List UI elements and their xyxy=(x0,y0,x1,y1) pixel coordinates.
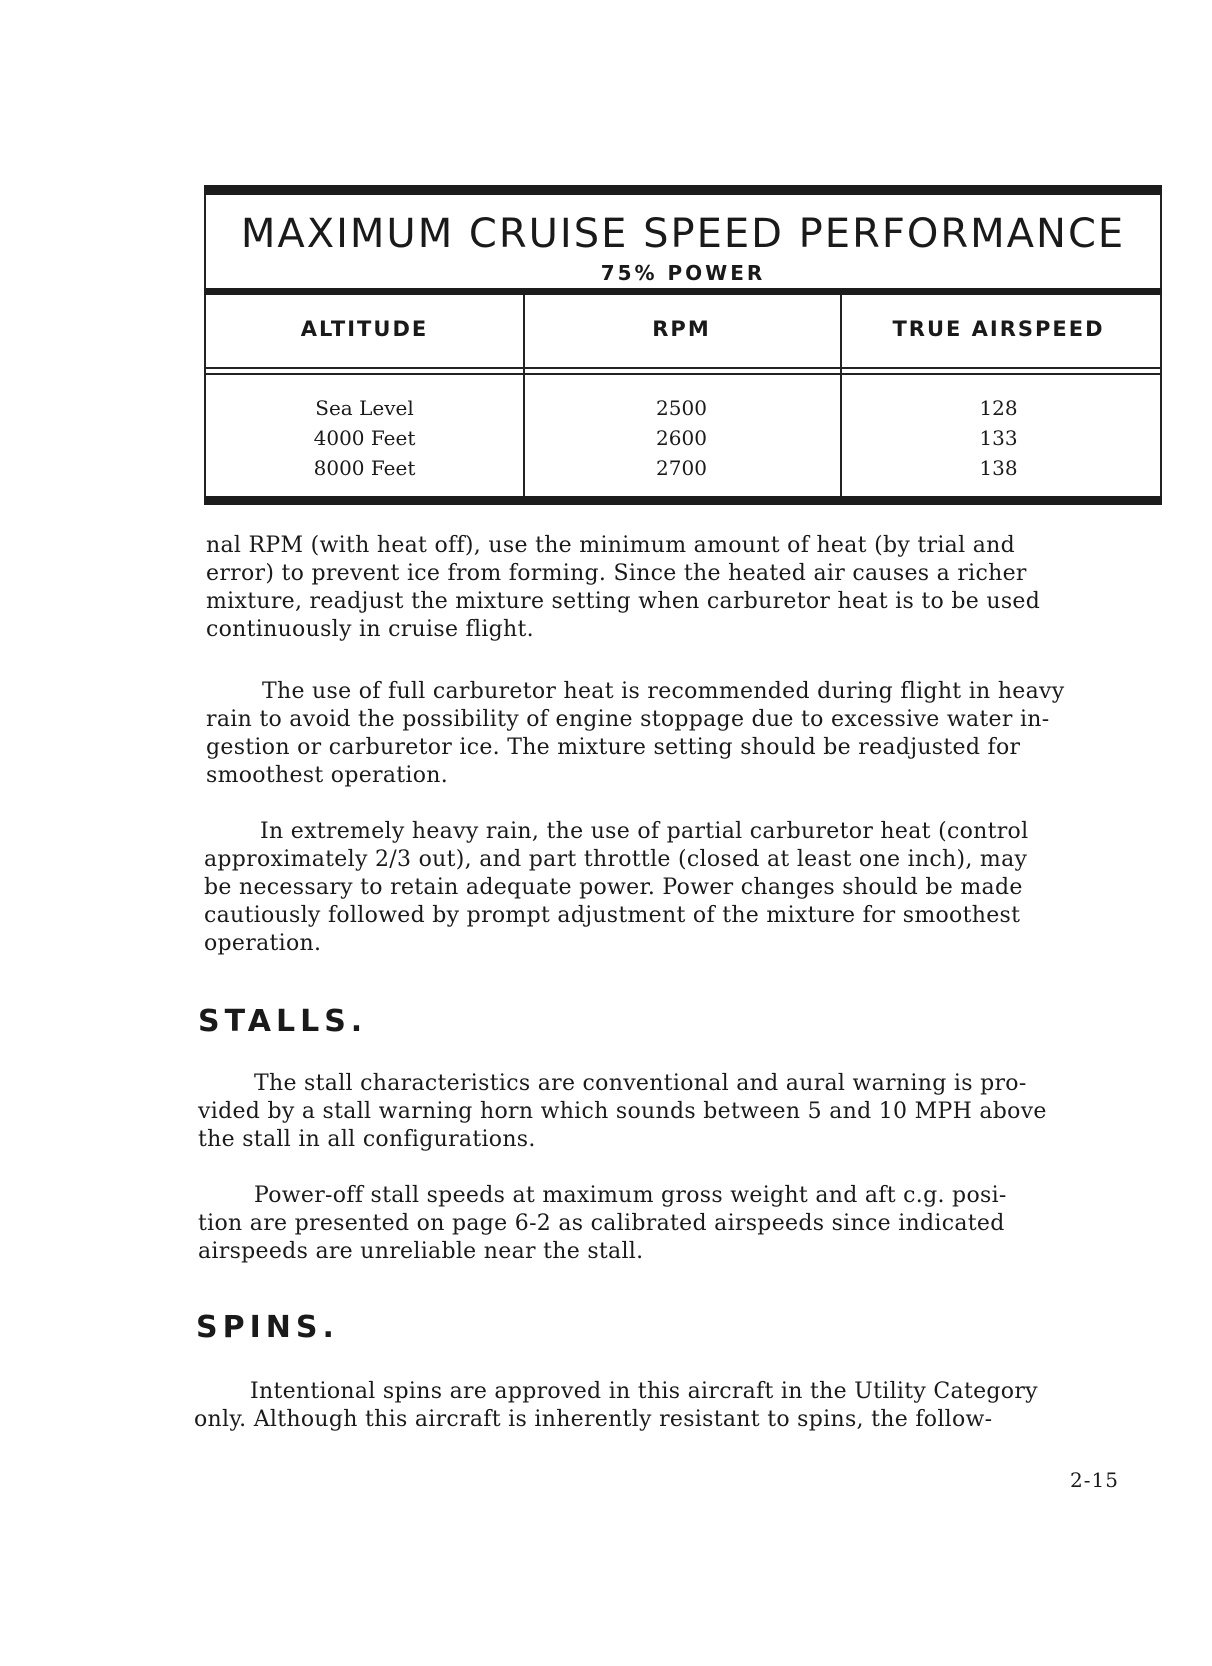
table-top-bar xyxy=(204,185,1162,195)
table-cell: 128 xyxy=(979,396,1018,420)
text-line: vided by a stall warning horn which sounds between 5 and 10 MPH above xyxy=(198,1099,1047,1124)
text-line: tion are presented on page 6-2 as calibrated airspeeds since indicated xyxy=(198,1211,1005,1236)
table-cell: Sea Level xyxy=(315,396,414,420)
text-line: the stall in all configurations. xyxy=(198,1127,536,1152)
text-line: smoothest operation. xyxy=(206,763,449,788)
text-line: mixture, readjust the mixture setting when carburetor heat is to be used xyxy=(206,589,1041,614)
spins-heading: SPINS. xyxy=(196,1310,339,1345)
table-subtitle: 75% POWER xyxy=(600,261,766,285)
header-altitude: ALTITUDE xyxy=(300,317,429,341)
table-cell: 2700 xyxy=(656,456,707,480)
text-line: cautiously followed by prompt adjustment of the mixture for smoothest xyxy=(204,903,1021,928)
paragraph-spins xyxy=(194,1378,1038,1434)
text-line: approximately 2/3 out), and part throttle (closed at least one inch), may xyxy=(204,847,1028,872)
table-cell: 2500 xyxy=(656,396,707,420)
text-line: continuously in cruise flight. xyxy=(206,617,534,642)
header-true-airspeed: TRUE AIRSPEED xyxy=(892,317,1105,341)
text-line: The stall characteristics are conventional and aural warning is pro- xyxy=(254,1071,1027,1096)
table-cell: 133 xyxy=(979,426,1018,450)
altitude-column xyxy=(206,393,523,483)
cruise-performance-table xyxy=(204,185,1162,505)
text-line: only. Although this aircraft is inherently resistant to spins, the follow- xyxy=(194,1407,993,1432)
text-line: be necessary to retain adequate power. Power changes should be made xyxy=(204,875,1023,900)
text-line: Intentional spins are approved in this aircraft in the Utility Category xyxy=(250,1379,1038,1404)
text-line: In extremely heavy rain, the use of partial carburetor heat (control xyxy=(260,819,1029,844)
paragraph-carb-heat-cont xyxy=(206,532,1040,644)
table-title: MAXIMUM CRUISE SPEED PERFORMANCE xyxy=(240,211,1126,257)
stalls-heading: STALLS. xyxy=(198,1004,368,1039)
table-cell: 8000 Feet xyxy=(313,456,416,480)
header-double-rule xyxy=(206,367,1160,375)
paragraph-heavy-rain xyxy=(206,678,1064,790)
text-line: gestion or carburetor ice. The mixture setting should be readjusted for xyxy=(206,735,1021,760)
rpm-column xyxy=(523,393,840,483)
table-cell: 2600 xyxy=(656,426,707,450)
airspeed-column xyxy=(840,393,1157,483)
text-line: error) to prevent ice from forming. Since the heated air causes a richer xyxy=(206,561,1027,586)
table-cell: 4000 Feet xyxy=(313,426,416,450)
text-line: The use of full carburetor heat is recommended during flight in heavy xyxy=(262,679,1065,704)
text-line: rain to avoid the possibility of engine stoppage due to excessive water in- xyxy=(206,707,1050,732)
page-number: 2-15 xyxy=(1070,1468,1119,1492)
table-header-bar xyxy=(204,288,1162,295)
paragraph-extremely-heavy-rain xyxy=(204,818,1028,958)
paragraph-stall-characteristics xyxy=(198,1070,1047,1154)
text-line: airspeeds are unreliable near the stall. xyxy=(198,1239,644,1264)
text-line: operation. xyxy=(204,931,322,956)
text-line: Power-off stall speeds at maximum gross weight and aft c.g. posi- xyxy=(254,1183,1007,1208)
text-line: nal RPM (with heat off), use the minimum amount of heat (by trial and xyxy=(206,533,1015,558)
paragraph-stall-speeds xyxy=(198,1182,1007,1266)
table-bottom-bar xyxy=(204,496,1162,505)
header-rpm: RPM xyxy=(652,317,711,341)
table-cell: 138 xyxy=(979,456,1018,480)
